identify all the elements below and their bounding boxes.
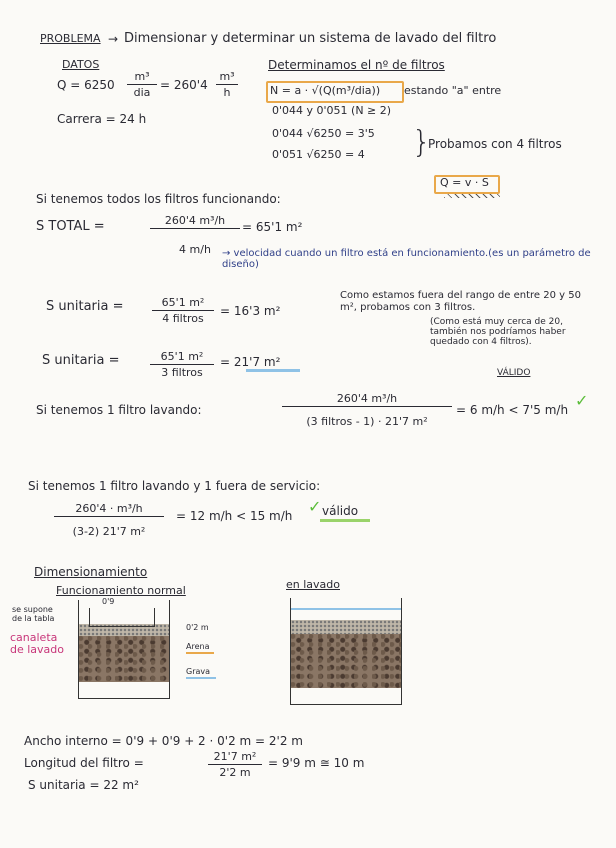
lavando-fraction: [282, 392, 452, 428]
q2-num: m³: [216, 70, 238, 85]
su2-den: 3 filtros: [161, 366, 203, 379]
su1-small-note: (Como está muy cerca de 20, también nos podríamos haber quedado con 4 filtros).: [430, 317, 566, 347]
stotal-result: = 65'1 m²: [242, 220, 303, 234]
estando-text: estando "a" entre: [404, 84, 502, 97]
stotal-num: 260'4 m³/h: [150, 214, 240, 229]
qvs-hatch: [444, 194, 500, 198]
su1-den: 4 filtros: [162, 312, 204, 325]
carrera: Carrera = 24 h: [57, 112, 147, 126]
q-fraction: [127, 70, 157, 99]
longitud-num: 21'7 m²: [208, 750, 262, 765]
nfiltros-title: Determinamos el nº de filtros: [268, 58, 445, 72]
q-den: dia: [133, 86, 151, 99]
arrow-right-icon: →: [108, 32, 119, 46]
lavando-intro: Si tenemos 1 filtro lavando:: [36, 403, 202, 417]
su2-num: 65'1 m²: [150, 350, 214, 365]
check-icon-2: ✓: [308, 497, 322, 516]
dim-title: Dimensionamiento: [34, 565, 148, 579]
sunitaria-final: S unitaria = 22 m²: [28, 778, 139, 792]
check-icon: ✓: [575, 391, 589, 410]
q2-fraction: [216, 70, 238, 99]
longitud-result: = 9'9 m ≅ 10 m: [268, 756, 365, 770]
su1-num: 65'1 m²: [152, 296, 214, 311]
longitud-den: 2'2 m: [219, 766, 251, 779]
label-arena: Arena: [186, 642, 210, 651]
range-a: 0'044 y 0'051 (N ≥ 2): [272, 104, 392, 117]
lavando-num: 260'4 m³/h: [282, 392, 452, 407]
formula-n: N = a · √(Q(m³/dia)): [270, 84, 381, 97]
su2-fraction: [150, 350, 214, 379]
datos-title: DATOS: [62, 58, 100, 71]
dim-09: 0'9: [102, 597, 115, 606]
brace: }: [412, 125, 432, 160]
su2-highlight: [246, 369, 300, 372]
lavando-den: (3 filtros - 1) · 21'7 m²: [306, 415, 428, 428]
ancho-interno: Ancho interno = 0'9 + 0'9 + 2 · 0'2 m = 2'2 m: [24, 734, 303, 748]
qvs-formula: Q = v · S: [440, 176, 489, 189]
stotal-den: 4 m/h: [179, 243, 211, 256]
stotal-label: S TOTAL =: [36, 219, 105, 234]
su2-result: = 21'7 m²: [220, 355, 281, 369]
servicio-result: = 12 m/h < 15 m/h: [176, 509, 293, 523]
su1-result: = 16'3 m²: [220, 304, 281, 318]
lavado-title: en lavado: [286, 578, 340, 591]
canaleta-label: canaleta de lavado: [10, 631, 65, 656]
label-grava: Grava: [186, 667, 211, 676]
valido-highlight: [320, 519, 370, 522]
probamos-text: Probamos con 4 filtros: [428, 137, 562, 151]
se-supone: se supone de la tabla: [12, 605, 55, 623]
normal-title: Funcionamiento normal: [56, 584, 186, 597]
problem-statement: Dimensionar y determinar un sistema de lavado del filtro: [124, 31, 497, 46]
servicio-fraction: [54, 502, 164, 538]
servicio-intro: Si tenemos 1 filtro lavando y 1 fuera de servicio:: [28, 479, 321, 493]
su1-fraction: [152, 296, 214, 325]
servicio-num: 260'4 · m³/h: [54, 502, 164, 517]
grava-underline: [186, 677, 216, 679]
q-prefix: Q = 6250: [57, 78, 115, 92]
calc-1: 0'044 √6250 = 3'5: [272, 127, 375, 140]
funcionando-intro: Si tenemos todos los filtros funcionando:: [36, 192, 281, 206]
longitud-fraction: [208, 750, 262, 779]
tank-normal: [78, 600, 170, 699]
sunitaria2-label: S unitaria =: [42, 353, 120, 368]
q2-den: h: [223, 86, 231, 99]
velocidad-note: → velocidad cuando un filtro está en funcionamiento.(es un parámetro de diseño): [222, 248, 591, 270]
tank-lavado: [290, 598, 402, 705]
problema-label: PROBLEMA: [40, 32, 101, 45]
arena-underline: [186, 652, 214, 654]
q-equals: = 260'4: [160, 78, 208, 92]
su1-note: Como estamos fuera del rango de entre 20 y 50 m², probamos con 3 filtros.: [340, 290, 581, 313]
lavando-result: = 6 m/h < 7'5 m/h: [456, 403, 569, 417]
calc-2: 0'051 √6250 = 4: [272, 148, 365, 161]
servicio-valido: válido: [322, 504, 359, 518]
sunitaria1-label: S unitaria =: [46, 299, 124, 314]
longitud-label: Longitud del filtro =: [24, 756, 144, 770]
servicio-den: (3-2) 21'7 m²: [72, 525, 146, 538]
q-num: m³: [127, 70, 157, 85]
label-02m: 0'2 m: [186, 623, 209, 632]
valido-1: VÁLIDO: [497, 368, 531, 378]
